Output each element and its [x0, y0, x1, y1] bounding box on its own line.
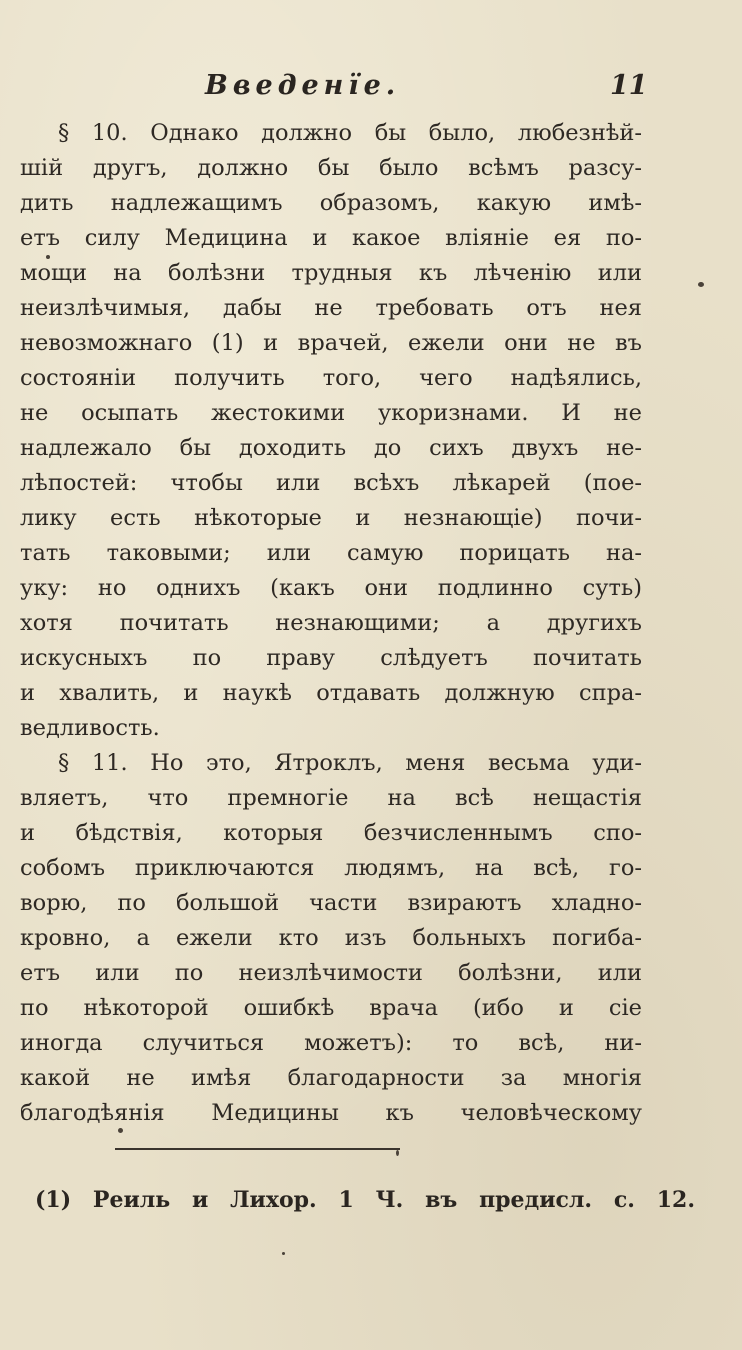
- ink-speck: [282, 1252, 285, 1255]
- text-line: § 11. Но это, Ятроклъ, меня весьма уди-: [58, 750, 642, 776]
- text-line: лѣпостей: чтобы или всѣхъ лѣкарей (пое-: [20, 470, 642, 496]
- text-line: лику есть нѣкоторые и незнающiе) почи-: [20, 505, 642, 531]
- text-line: по нѣкоторой ошибкѣ врача (ибо и сiе: [20, 995, 642, 1021]
- ink-speck: [396, 1150, 399, 1156]
- text-line: мощи на болѣзни трудныя къ лѣченiю или: [20, 260, 642, 286]
- text-line: невозможнаго (1) и врачей, ежели они не въ: [20, 330, 642, 356]
- text-line: вляетъ, что премногiе на всѣ нещастiя: [20, 785, 642, 811]
- text-line: и хвалить, и наукѣ отдавать должную спра-: [20, 680, 642, 706]
- text-line: иногда случиться можетъ): то всѣ, ни-: [20, 1030, 642, 1056]
- text-line: ворю, по большой части взираютъ хладно-: [20, 890, 642, 916]
- text-line: шiй другъ, должно бы было всѣмъ разсу-: [20, 155, 642, 181]
- text-line: неизлѣчимыя, дабы не требовать отъ нея: [20, 295, 642, 321]
- text-line: искусныхъ по праву слѣдуетъ почитать: [20, 645, 642, 671]
- text-line: благодѣянiя Медицины къ человѣческому: [20, 1100, 642, 1126]
- footnote: (1) Реиль и Лихор. 1 Ч. въ предисл. с. 12.: [35, 1187, 695, 1213]
- text-line: состоянiи получить того, чего надѣялись,: [20, 365, 642, 391]
- ink-speck: [698, 282, 704, 287]
- text-line: етъ силу Медицина и какое влiянiе ея по-: [20, 225, 642, 251]
- text-line: собомъ приключаются людямъ, на всѣ, го-: [20, 855, 642, 881]
- text-line: уку: но однихъ (какъ они подлинно суть): [20, 575, 642, 601]
- text-line: етъ или по неизлѣчимости болѣзни, или: [20, 960, 642, 986]
- footnote-divider: [115, 1148, 400, 1150]
- text-line: какой не имѣя благодарности за многiя: [20, 1065, 642, 1091]
- text-line: дить надлежащимъ образомъ, какую имѣ-: [20, 190, 642, 216]
- text-line: надлежало бы доходить до сихъ двухъ не-: [20, 435, 642, 461]
- text-line: не осыпать жестокими укоризнами. И не: [20, 400, 642, 426]
- ink-speck: [46, 255, 50, 259]
- ink-speck: [118, 1128, 123, 1133]
- page-header: [0, 70, 742, 110]
- text-line: ведливость.: [20, 715, 160, 741]
- text-line: кровно, а ежели кто изъ больныхъ погиба-: [20, 925, 642, 951]
- page-number: 11: [610, 70, 648, 101]
- text-line: и бѣдствiя, которыя безчисленнымъ спо-: [20, 820, 642, 846]
- text-line: тать таковыми; или самую порицать на-: [20, 540, 642, 566]
- text-line: § 10. Однако должно бы было, любезнѣй-: [58, 120, 642, 146]
- running-title: Введенїе.: [205, 70, 401, 101]
- text-line: хотя почитать незнающими; а другихъ: [20, 610, 642, 636]
